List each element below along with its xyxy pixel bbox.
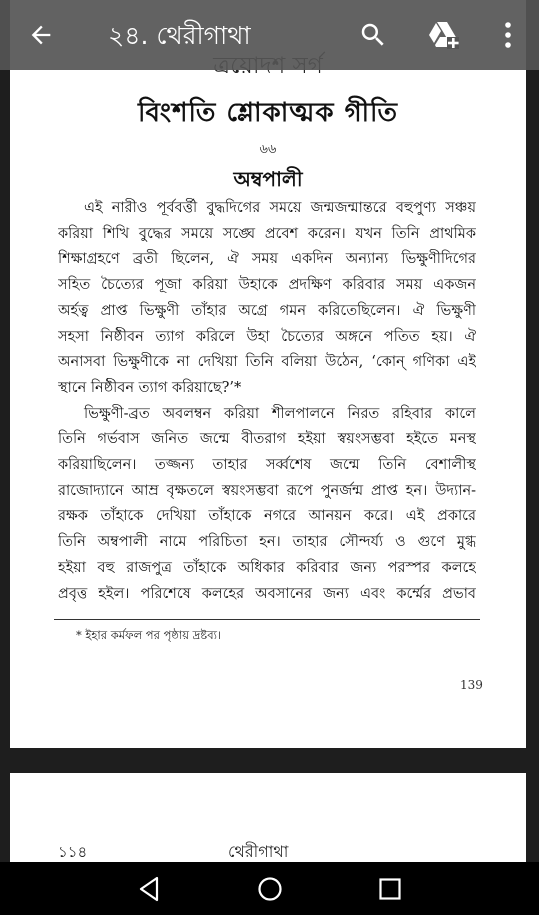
text-line: প্রবৃত্ত হইল। পরিশেষে কলহের অবসানের জন্য এবং কর্ম্মের প্রভাব: [58, 585, 476, 602]
nav-back-triangle-icon: [136, 875, 162, 903]
text-line: হইয়া বহু রাজপুত্র তাঁহাকে অধিকার করিবার জন্য পরস্পর কলহে: [58, 559, 476, 576]
text-line: সহসা নিষ্ঠীবন ত্যাগ করিলে উহা চৈত্যের অঙ্গনে পতিত হয়। ঐ: [58, 328, 476, 345]
text-line: তিনি গর্ভবাস জনিত জন্মে বীতরাগ হইয়া স্বয়ংসম্ভবা হইতে মনস্থ: [58, 431, 476, 448]
poem-number: ৬৬: [259, 142, 277, 157]
running-title: থেরীগাথা: [228, 842, 289, 861]
poem-title: অম্বপালী: [233, 167, 303, 191]
text-line: রাজোদ্যানে আম্র বৃক্ষতলে স্বয়ংসম্ভবা রূপে পুনর্জন্ম প্রাপ্ত হন। উদ্যান-: [58, 482, 476, 499]
nav-recents-square-icon: [377, 876, 403, 902]
text-line: অর্হত্ব প্রাপ্ত ভিক্ষুণী তাঁহার অগ্রে গমন করিতেছিলেন। ঐ ভিক্ষুণী: [58, 302, 476, 319]
text-line: ভিক্ষুণী-ব্রত অবলম্বন করিয়া শীলপালনে নিরত রহিবার কালে: [84, 405, 476, 422]
more-options-button[interactable]: [490, 12, 526, 58]
text-line: রক্ষক তাঁহাকে দেখিয়া তাঁহাকে নগরে আনয়ন করে। এই প্রকারে: [58, 508, 476, 525]
add-to-drive-button[interactable]: [420, 12, 466, 58]
nav-back-button[interactable]: [122, 867, 176, 911]
pdf-page-next: [10, 773, 526, 862]
chapter-title: বিংশতি শ্লোকাত্মক গীতি: [138, 98, 398, 128]
search-icon: [358, 20, 388, 50]
text-line: করিয়াছিলেন। তজ্জন্য তাহার সর্ব্বশেষ জন্মে তিনি বেশালীস্থ: [58, 457, 476, 474]
text-line: শিক্ষাগ্রহণে ব্রতী ছিলেন, ঐ সময় একদিন অন্যান্য ভিক্ষুণীদিগের: [58, 251, 476, 268]
text-line: তিনি অম্বপালী নামে পরিচিতা হন। তাহার সৌন্দর্য্য ও গুণে মুগ্ধ: [58, 534, 476, 551]
page-number: ১১৪: [58, 843, 88, 861]
text-line: এই নারীও পূর্ববর্ত্তী বুদ্ধদিগের সময়ে জন্মজন্মান্তরে বহুপুণ্য সঞ্চয়: [84, 200, 476, 216]
nav-home-circle-icon: [256, 875, 284, 903]
app-bar: [0, 0, 539, 70]
page-number: 139: [460, 678, 483, 692]
system-navigation-bar: [0, 862, 539, 915]
search-button[interactable]: [350, 12, 396, 58]
nav-home-button[interactable]: [243, 867, 297, 911]
text-line: সহিত চৈত্যের পূজা করিয়া উহাকে প্রদক্ষিণ করিবার সময় একজন: [58, 277, 476, 294]
text-line: করিয়া শিখি বুদ্ধের সময়ে সঙ্ঘে প্রবেশ করেন। যখন তিনি প্রাথমিক: [58, 225, 476, 242]
back-button[interactable]: [18, 12, 64, 58]
footnote: * ইহার কর্মফল পর পৃষ্ঠায় দ্রষ্টব্য।: [76, 628, 222, 642]
document-title: ২৪. থেরীগাথা: [108, 21, 251, 50]
text-line: স্থানে নিষ্ঠীবন ত্যাগ করিয়াছে?’*: [58, 379, 242, 396]
footnote-divider: [54, 619, 480, 620]
add-to-drive-icon: [426, 20, 460, 50]
page-body: [58, 196, 476, 607]
text-line: অনাসবা ভিক্ষুণীকে না দেখিয়া তিনি বলিয়া উঠেন, ‘কোন্ গণিকা এই: [58, 354, 476, 371]
nav-recents-button[interactable]: [363, 867, 417, 911]
more-vert-icon: [503, 21, 513, 49]
pdf-page: [10, 0, 526, 748]
arrow-left-icon: [27, 21, 55, 49]
